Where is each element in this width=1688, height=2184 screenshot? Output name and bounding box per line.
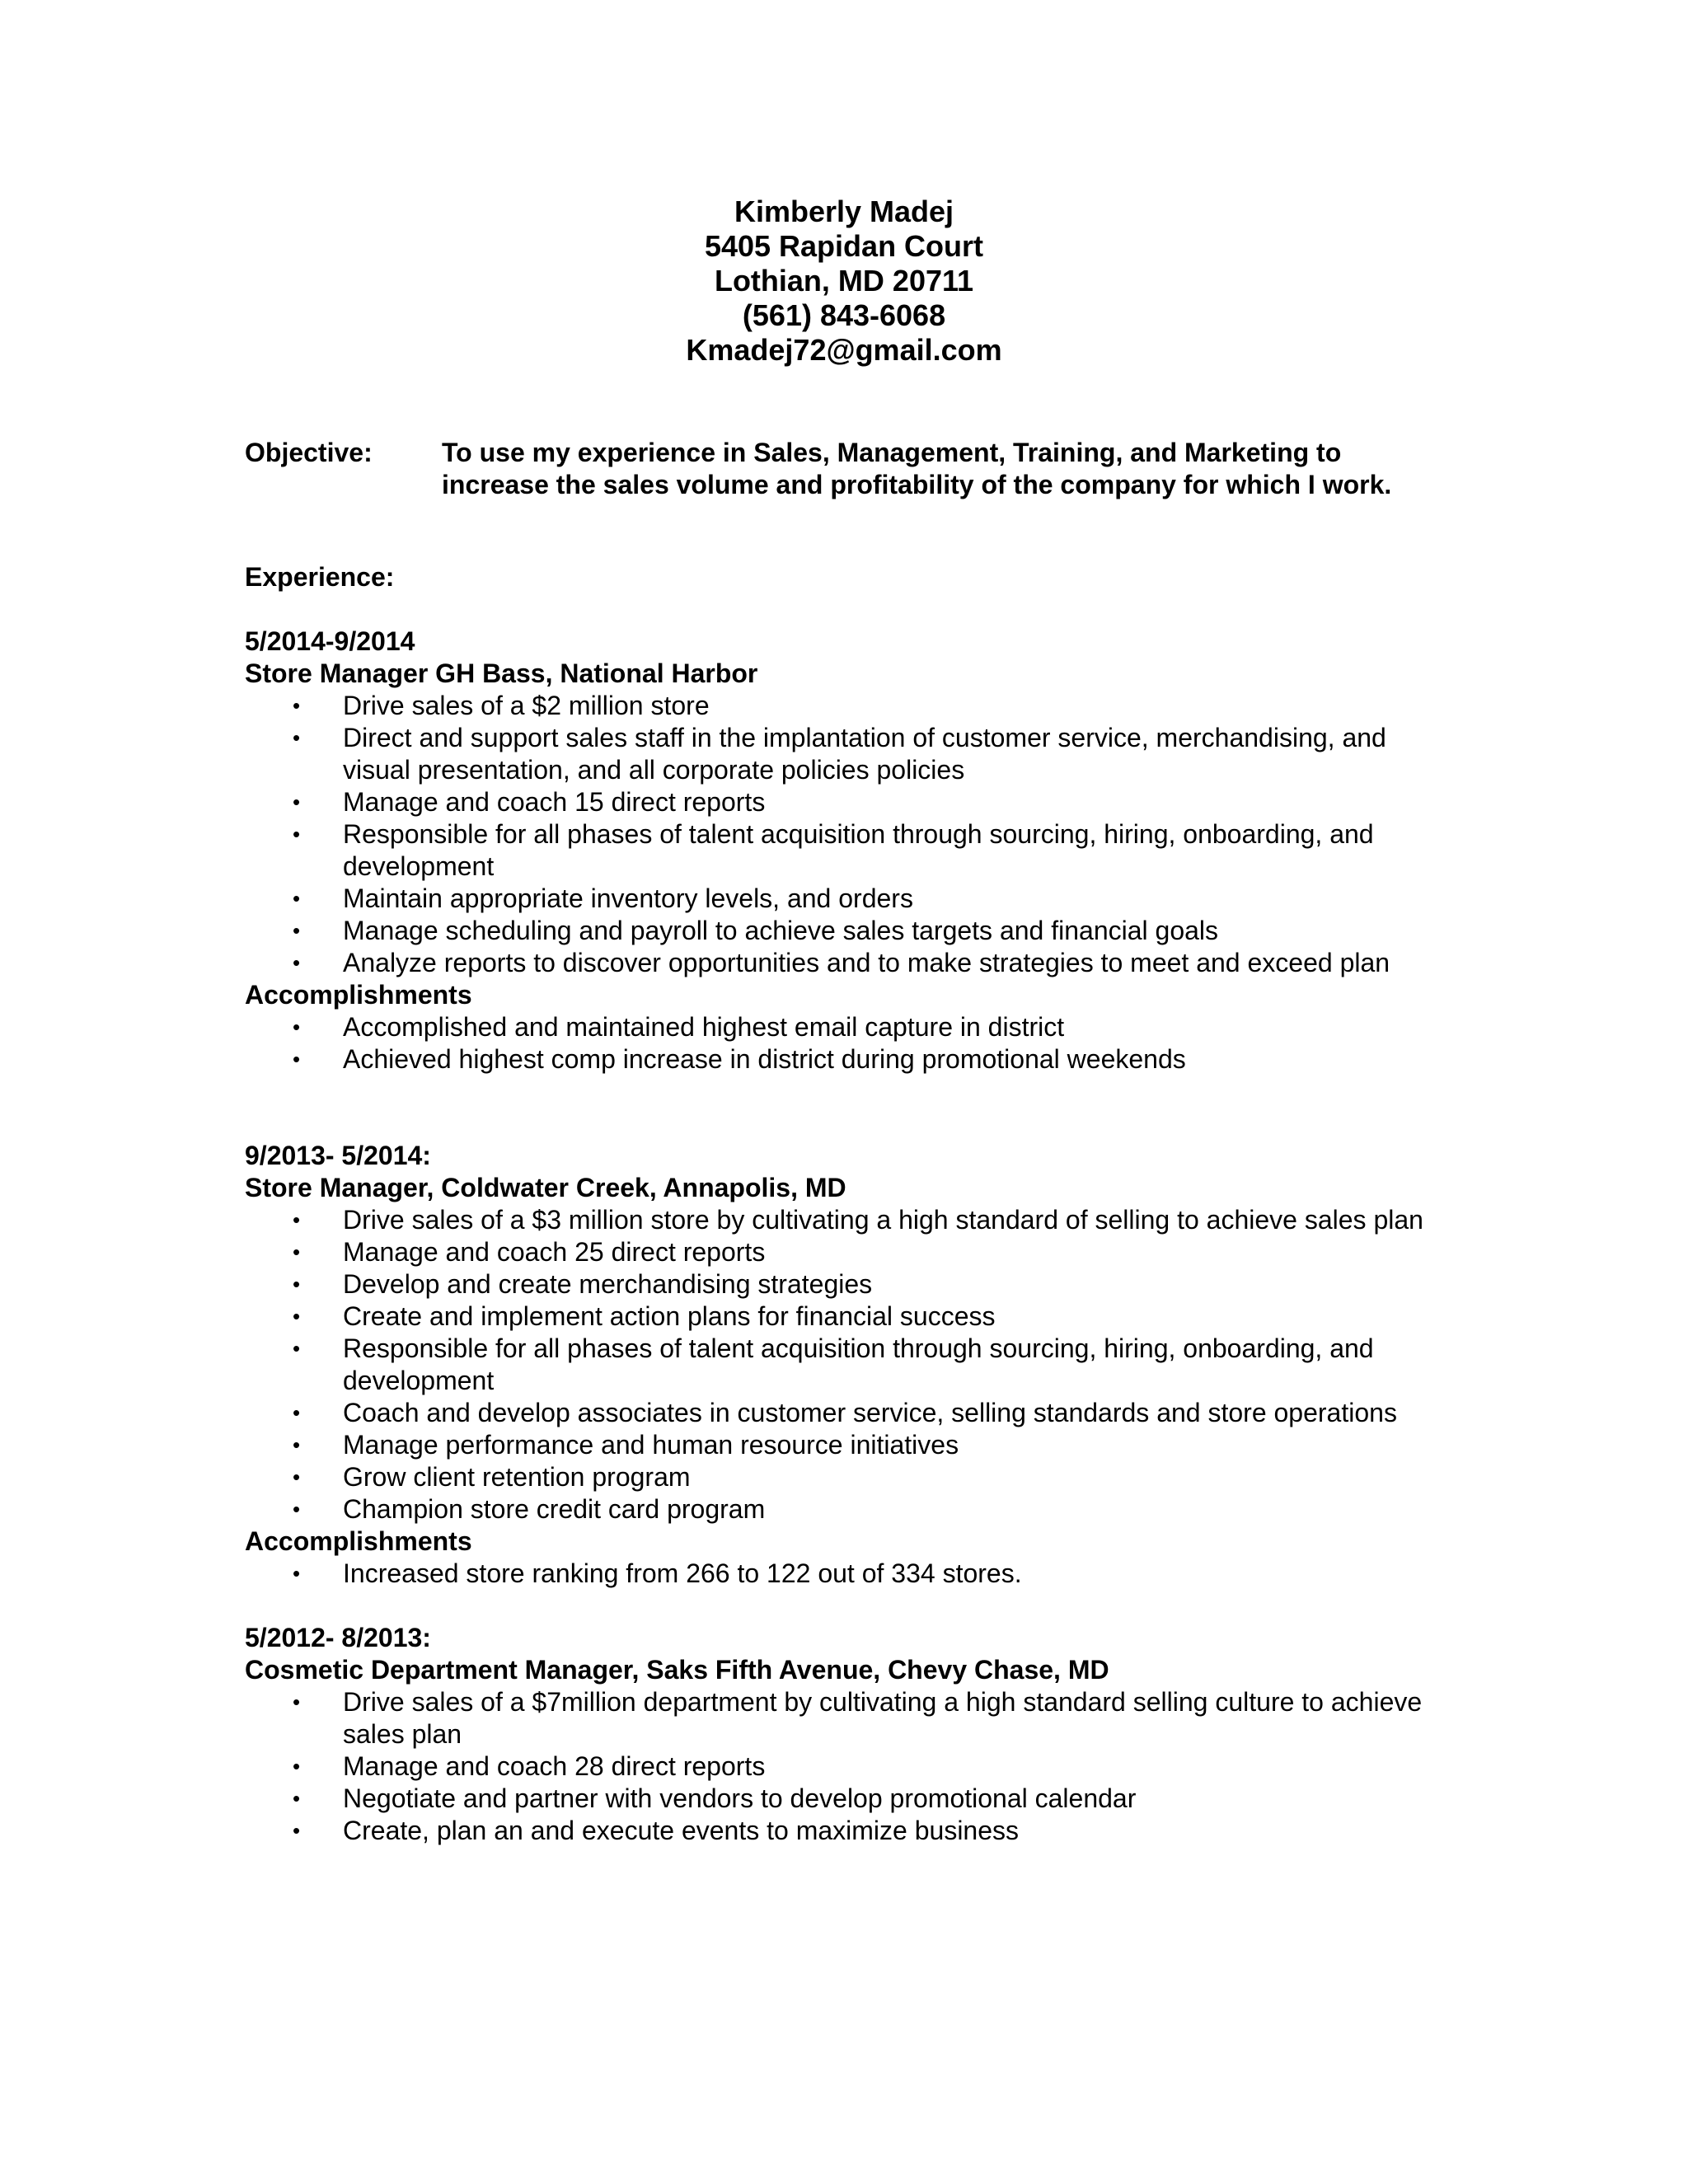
- spacer: [245, 1076, 1440, 1140]
- bullet-icon: •: [293, 1272, 301, 1296]
- duty-text: Drive sales of a $2 million store: [343, 691, 710, 720]
- list-item: [245, 1558, 1440, 1590]
- job-entry: [245, 1140, 1440, 1590]
- list-item: [245, 1011, 1440, 1043]
- list-item: [245, 1268, 1440, 1301]
- job-entry: [245, 626, 1440, 1076]
- bullet-icon: •: [293, 822, 301, 846]
- list-item: [245, 883, 1440, 915]
- bullet-icon: •: [293, 1561, 301, 1586]
- bullet-icon: •: [293, 950, 301, 975]
- bullet-icon: •: [293, 886, 301, 911]
- duty-text: Grow client retention program: [343, 1462, 691, 1492]
- duty-text: Manage and coach 15 direct reports: [343, 787, 766, 817]
- experience-heading: Experience:: [245, 562, 395, 592]
- bullet-icon: •: [293, 1400, 301, 1425]
- list-item: [245, 1301, 1440, 1333]
- contact-name: Kimberly Madej: [734, 194, 954, 228]
- accomplishments-list: [245, 1011, 1440, 1076]
- duty-text: Responsible for all phases of talent acquisition through sourcing, hiring, onboarding, and development: [343, 819, 1374, 881]
- bullet-icon: •: [293, 1207, 301, 1232]
- objective-label: Objective:: [245, 438, 373, 467]
- duty-text: Manage performance and human resource initiatives: [343, 1430, 959, 1460]
- contact-street: 5405 Rapidan Court: [704, 229, 984, 263]
- bullet-icon: •: [293, 1015, 301, 1039]
- accomplishments-heading: Accomplishments: [245, 980, 472, 1010]
- duty-text: Manage and coach 25 direct reports: [343, 1237, 766, 1267]
- objective-text: To use my experience in Sales, Management, Training, and Marketing to increase the sales volume and profitability of the company for which I work.: [442, 438, 1392, 499]
- duty-text: Maintain appropriate inventory levels, and orders: [343, 883, 913, 913]
- duty-text: Analyze reports to discover opportunities and to make strategies to meet and exceed plan: [343, 948, 1390, 977]
- contact-email: Kmadej72@gmail.com: [686, 333, 1002, 367]
- duties-list: [245, 690, 1440, 979]
- duty-text: Manage and coach 28 direct reports: [343, 1751, 766, 1781]
- bullet-icon: •: [293, 725, 301, 750]
- job-title: Store Manager, Coldwater Creek, Annapolis, MD: [245, 1173, 846, 1202]
- duty-text: Create, plan an and execute events to maximize business: [343, 1816, 1020, 1845]
- list-item: [245, 1461, 1440, 1493]
- bullet-icon: •: [293, 1047, 301, 1071]
- list-item: [245, 1397, 1440, 1429]
- duty-text: Direct and support sales staff in the implantation of customer service, merchandising, and visual presentation, and all corporate policies policies: [343, 723, 1386, 785]
- list-item: [245, 915, 1440, 947]
- duty-text: Drive sales of a $7million department by cultivating a high standard selling culture to achieve sales plan: [343, 1687, 1423, 1749]
- job-title: Cosmetic Department Manager, Saks Fifth Avenue, Chevy Chase, MD: [245, 1655, 1109, 1685]
- list-item: [245, 1750, 1440, 1783]
- bullet-icon: •: [293, 1465, 301, 1489]
- bullet-icon: •: [293, 918, 301, 943]
- list-item: [245, 1043, 1440, 1076]
- duty-text: Responsible for all phases of talent acquisition through sourcing, hiring, onboarding, and development: [343, 1333, 1374, 1395]
- bullet-icon: •: [293, 1818, 301, 1843]
- bullet-icon: •: [293, 1304, 301, 1329]
- spacer: [245, 1590, 1440, 1622]
- duty-text: Manage scheduling and payroll to achieve sales targets and financial goals: [343, 916, 1219, 945]
- list-item: [245, 722, 1440, 786]
- job-dates: 9/2013- 5/2014:: [245, 1141, 431, 1170]
- list-item: [245, 1686, 1440, 1750]
- list-item: [245, 690, 1440, 722]
- duty-text: Champion store credit card program: [343, 1494, 766, 1524]
- list-item: [245, 1333, 1440, 1397]
- contact-header: [0, 194, 1688, 368]
- job-dates: 5/2014-9/2014: [245, 626, 415, 656]
- accomplishment-text: Achieved highest comp increase in district during promotional weekends: [343, 1044, 1186, 1074]
- bullet-icon: •: [293, 1497, 301, 1521]
- bullet-icon: •: [293, 1240, 301, 1264]
- duties-list: [245, 1204, 1440, 1526]
- list-item: [245, 947, 1440, 979]
- job-entry: [245, 1622, 1440, 1847]
- job-title: Store Manager GH Bass, National Harbor: [245, 658, 758, 688]
- duty-text: Create and implement action plans for financial success: [343, 1301, 996, 1331]
- list-item: [245, 1493, 1440, 1526]
- bullet-icon: •: [293, 1754, 301, 1779]
- list-item: [245, 1815, 1440, 1847]
- bullet-icon: •: [293, 1786, 301, 1811]
- accomplishment-text: Increased store ranking from 266 to 122 out of 334 stores.: [343, 1558, 1022, 1588]
- accomplishments-list: [245, 1558, 1440, 1590]
- duties-list: [245, 1686, 1440, 1847]
- accomplishment-text: Accomplished and maintained highest email capture in district: [343, 1012, 1065, 1042]
- accomplishments-heading: Accomplishments: [245, 1526, 472, 1556]
- duty-text: Negotiate and partner with vendors to develop promotional calendar: [343, 1783, 1137, 1813]
- experience-section: [245, 561, 1440, 1847]
- list-item: [245, 1204, 1440, 1236]
- job-dates: 5/2012- 8/2013:: [245, 1623, 431, 1652]
- list-item: [245, 818, 1440, 883]
- bullet-icon: •: [293, 1432, 301, 1457]
- list-item: [245, 1429, 1440, 1461]
- bullet-icon: •: [293, 693, 301, 718]
- duty-text: Develop and create merchandising strategies: [343, 1269, 873, 1299]
- contact-phone: (561) 843-6068: [742, 298, 946, 332]
- duty-text: Coach and develop associates in customer service, selling standards and store operations: [343, 1398, 1397, 1427]
- list-item: [245, 1783, 1440, 1815]
- bullet-icon: •: [293, 1690, 301, 1714]
- bullet-icon: •: [293, 790, 301, 814]
- list-item: [245, 786, 1440, 818]
- list-item: [245, 1236, 1440, 1268]
- duty-text: Drive sales of a $3 million store by cultivating a high standard of selling to achieve sales plan: [343, 1205, 1423, 1235]
- bullet-icon: •: [293, 1336, 301, 1361]
- contact-city: Lothian, MD 20711: [714, 264, 974, 298]
